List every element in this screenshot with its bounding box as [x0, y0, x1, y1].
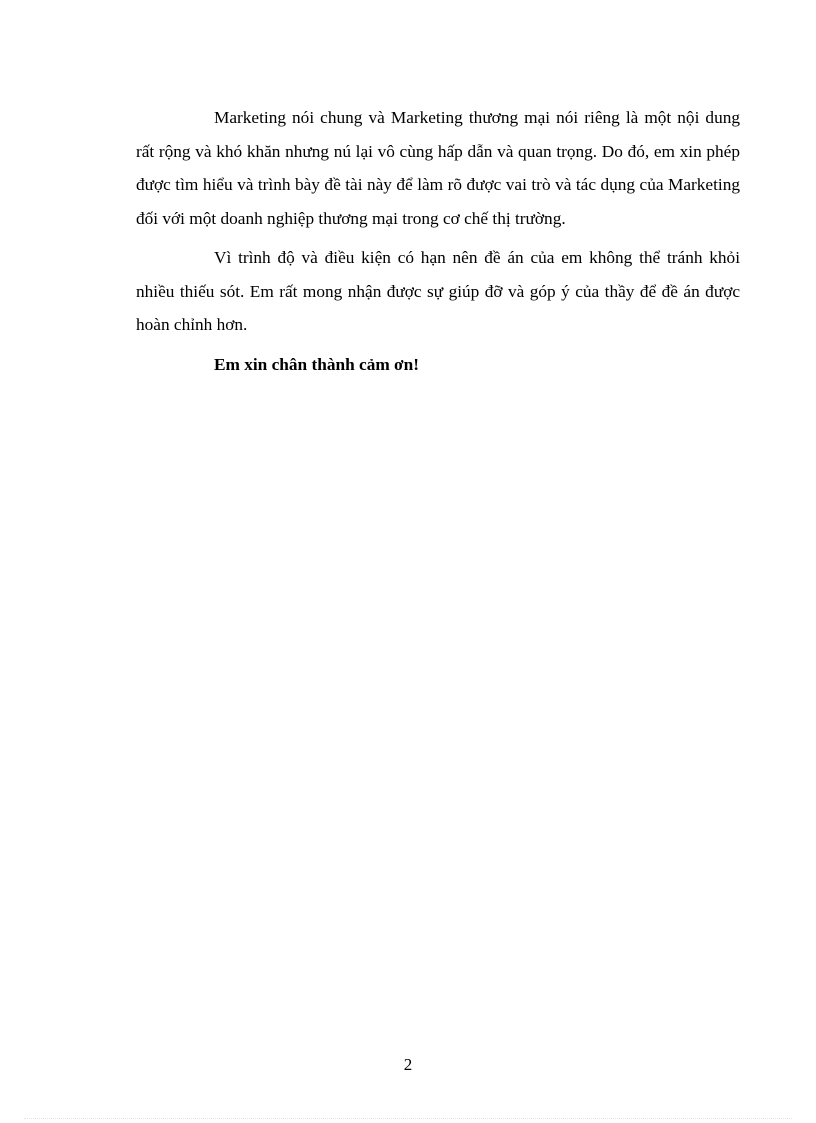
closing-thanks: Em xin chân thành cảm ơn! [214, 354, 419, 374]
page-number: 2 [403, 1055, 413, 1074]
page-bottom-divider [24, 1118, 792, 1119]
paragraph-apology: Vì trình độ và điều kiện có hạn nên đề án của em không thể tránh khỏi nhiều thiếu sót. Em rất mong nhận được sự giúp đỡ và góp ý của thầy để đề án được hoàn chỉnh hơn. [136, 248, 740, 334]
document-body [136, 101, 740, 381]
paragraph-intro: Marketing nói chung và Marketing thương mại nói riêng là một nội dung rất rộng và khó khăn nhưng nú lại vô cùng hấp dẫn và quan trọng. Do đó, em xin phép được tìm hiểu và trình bày đề tài này để làm rõ được vai trò và tác dụng của Marketing đối với một doanh nghiệp thương mại trong cơ chế thị trường. [136, 108, 740, 228]
